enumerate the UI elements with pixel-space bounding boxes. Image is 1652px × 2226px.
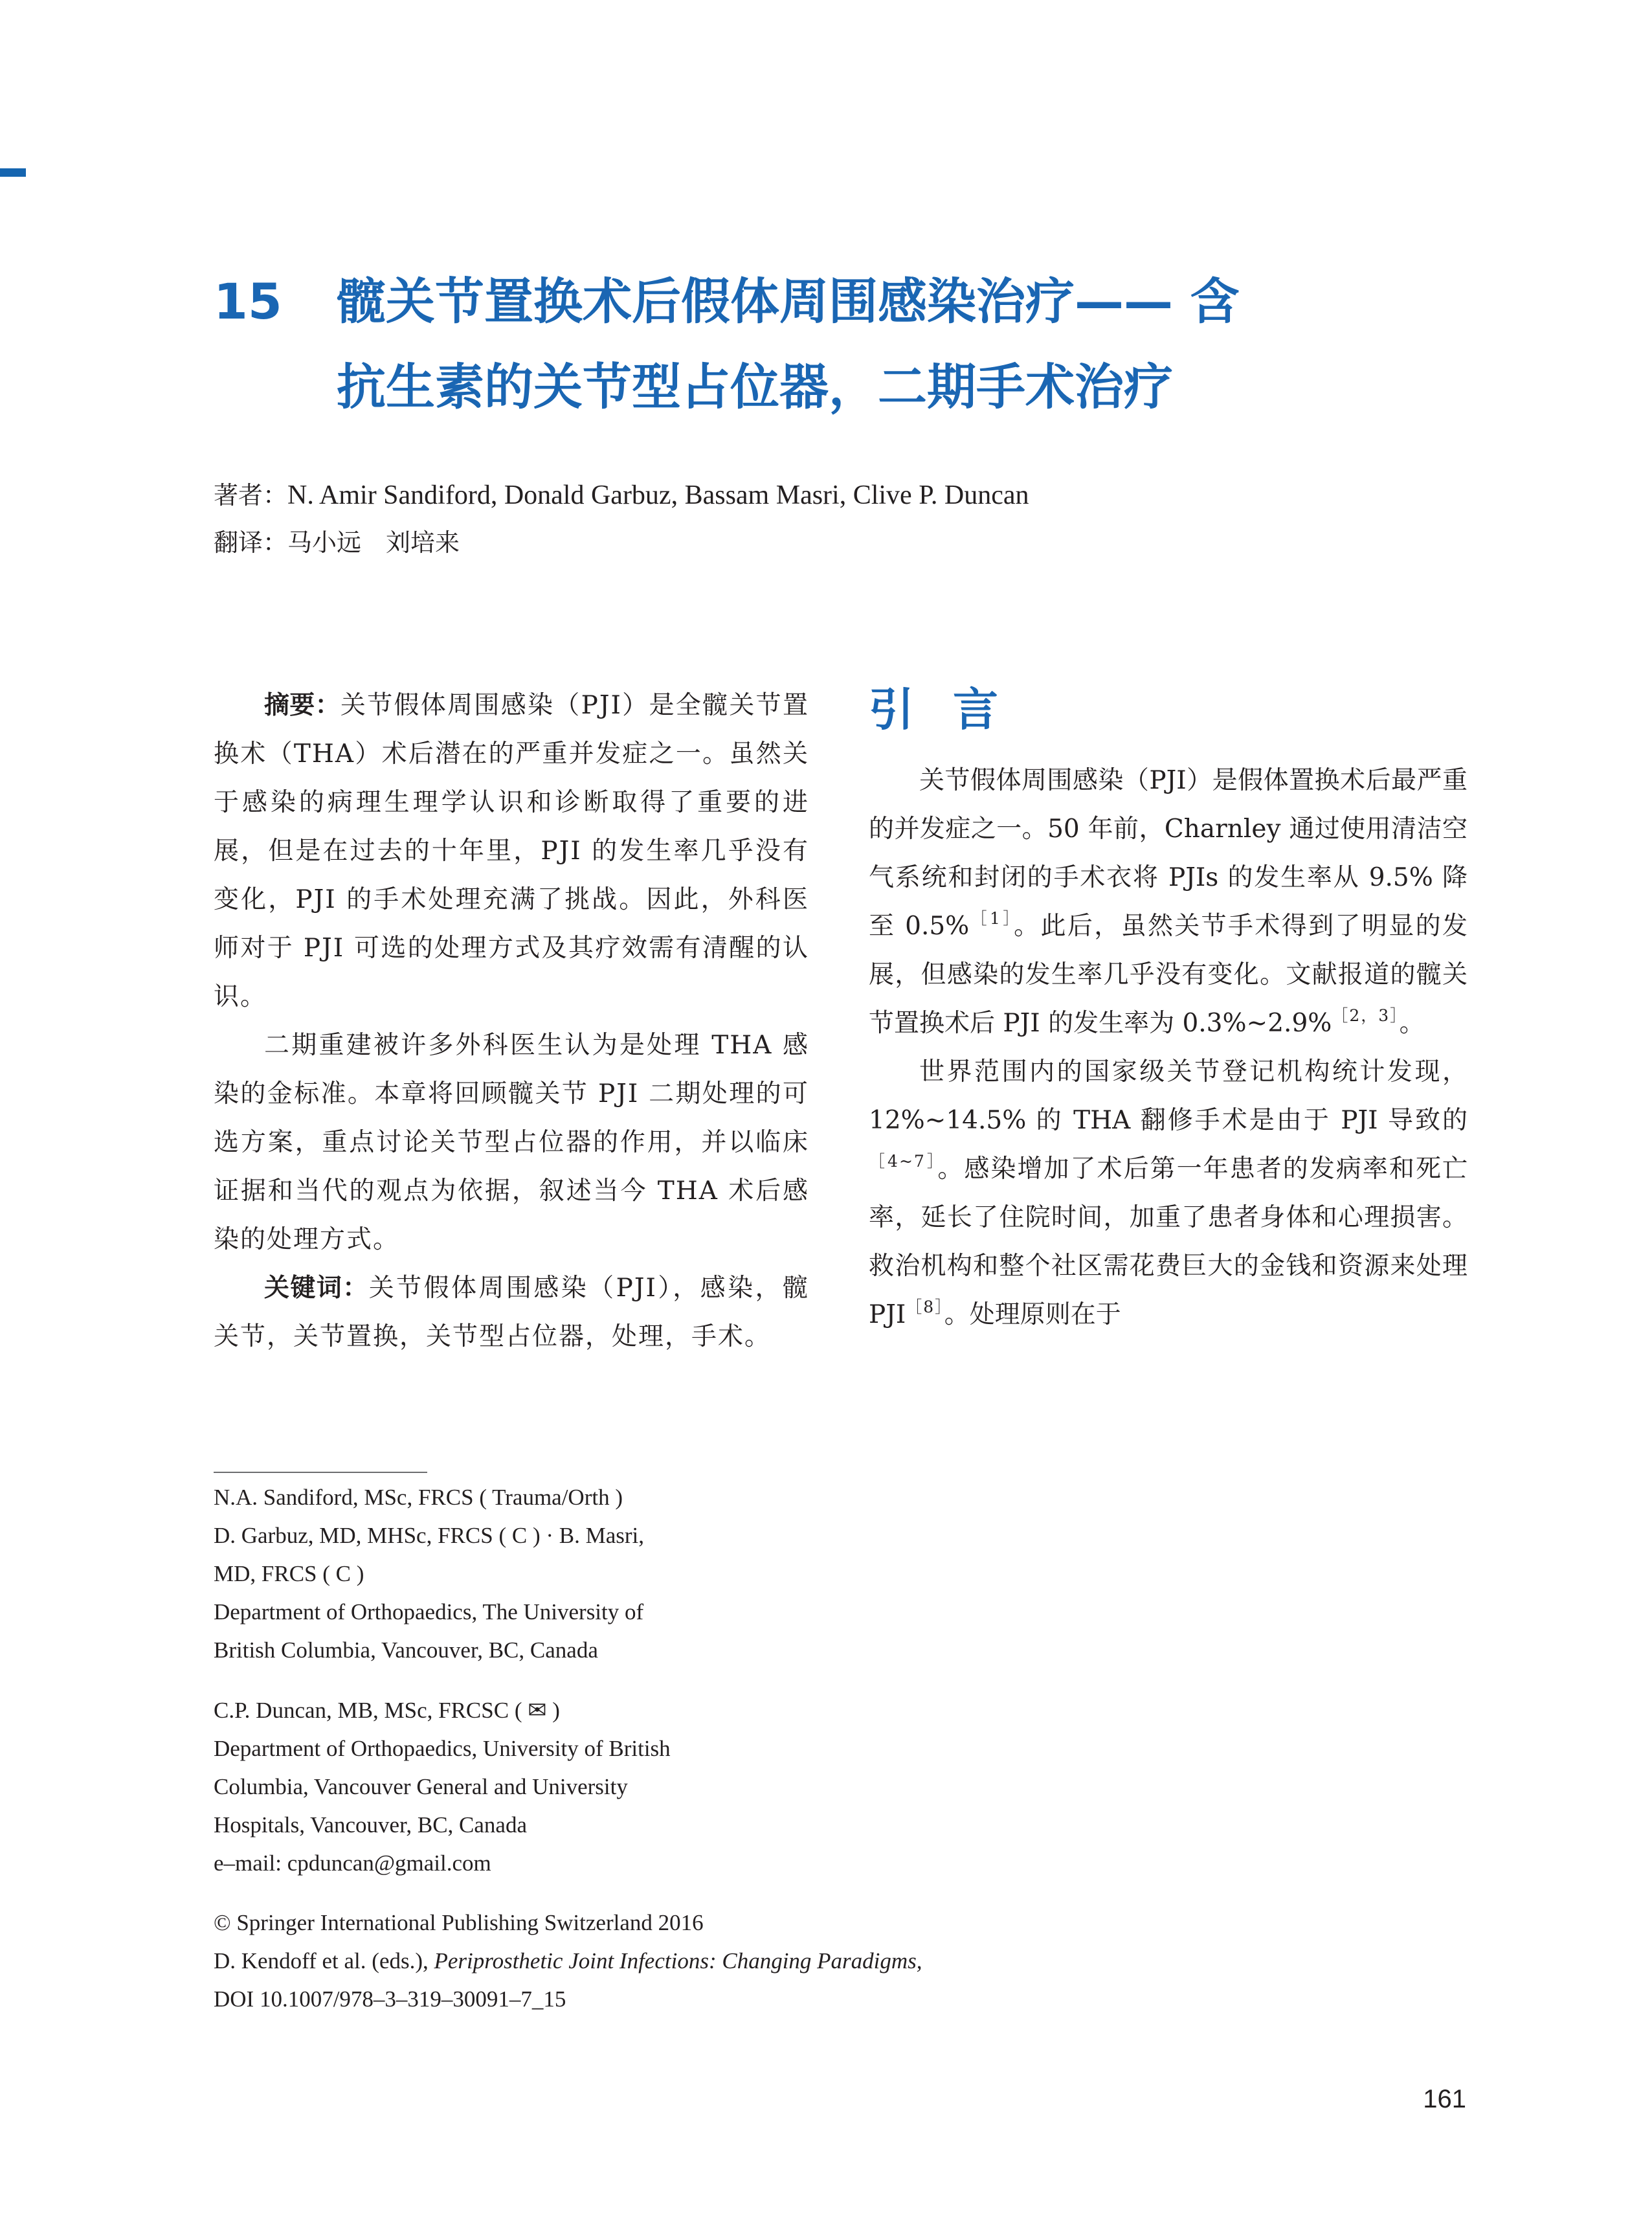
translators-label: 翻译： [214,528,288,557]
chapter-title-line-2: 抗生素的关节型占位器，二期手术治疗 [337,358,1173,416]
introduction-paragraph-1 [869,756,1468,1048]
affiliation-line: MD, FRCS ( C ) [214,1561,364,1586]
abstract-paragraph-2: 二期重建被许多外科医生认为是处理 THA 感染的金标准。本章将回顾髋关节 PJI 二期处理的可选方案，重点讨论关节型占位器的作用，并以临床证据和当代的观点为依据，叙述当今 THA 术后感染的处理方式。 [214,1031,809,1254]
footnote-divider [214,1472,427,1473]
contact-email: e–mail: cpduncan@gmail.com [214,1850,491,1876]
abstract-column [214,681,809,1361]
intro-p1-text-b: 。此后，虽然关节手术得到了明显的发展，但感染的发生率几乎没有变化。文献报道的髋关节置换术后 PJI 的发生率为 0.3%~2.9% [869,912,1468,1038]
affiliation-line: N.A. Sandiford, MSc, FRCS ( Trauma/Orth ) [214,1485,623,1510]
copyright-line: © Springer International Publishing Switzerland 2016 [214,1910,704,1935]
keywords-text: 关节假体周围感染（PJI），感染，髋关节，关节置换，关节型占位器，处理，手术。 [214,1274,809,1351]
publication-info [214,1904,1444,2018]
affiliation-line: C.P. Duncan, MB, MSc, FRCSC ( ✉ ) [214,1698,560,1723]
book-title: Periprosthetic Joint Infections: Changing Paradigms, [434,1948,922,1973]
abstract-paragraph [214,681,809,1021]
affiliation-block-1 [214,1478,1444,1669]
abstract-text: 关节假体周围感染（PJI）是全髋关节置换术（THA）术后潜在的严重并发症之一。虽然关于感染的病理生理学认识和诊断取得了重要的进展，但是在过去的十年里，PJI 的发生率几乎没有变化，PJI 的手术处理充满了挑战。因此，外科医师对于 PJI 可选的处理方式及其疗效需有清醒的认识。 [214,691,809,1011]
intro-p2-text-a: 世界范围内的国家级关节登记机构统计发现，12%~14.5% 的 THA 翻修手术是由于 PJI 导致的 [869,1057,1468,1135]
citation-2-3: ［2，3］ [1332,1006,1400,1025]
affiliation-line: British Columbia, Vancouver, BC, Canada [214,1637,598,1663]
doi-line: DOI 10.1007/978–3–319–30091–7_15 [214,1986,566,2012]
chapter-tab-marker [0,168,26,177]
intro-p2-text-c: 。处理原则在于 [944,1300,1121,1329]
chapter-number: 15 [214,273,282,330]
introduction-column [869,681,1468,1339]
translators-names: 马小远 刘培来 [287,528,460,557]
authors-line [214,476,1444,515]
keywords-label: 关键词： [264,1274,369,1303]
authors-names: N. Amir Sandiford, Donald Garbuz, Bassam Masri, Clive P. Duncan [287,480,1029,510]
book-editors: D. Kendoff et al. (eds.), [214,1948,434,1973]
book-citation-line [214,1942,1444,1980]
intro-p1-text-c: 。 [1399,1009,1425,1038]
authors-label: 著者： [214,481,288,510]
keywords-paragraph [214,1264,809,1361]
citation-4-7: ［4~7］ [869,1152,938,1171]
affiliation-line: Columbia, Vancouver General and University [214,1774,628,1799]
introduction-heading: 引言 [869,683,1037,736]
chapter-title-line-1: 髋关节置换术后假体周围感染治疗—— 含 [337,273,1240,330]
affiliation-line: Hospitals, Vancouver, BC, Canada [214,1812,527,1838]
citation-8: ［8］ [906,1298,944,1316]
affiliation-block-2 [214,1691,1444,1882]
citation-1: ［1］ [969,909,1014,928]
intro-p1-text-a: 关节假体周围感染（PJI）是假体置换术后最严重的并发症之一。50 年前，Charnley 通过使用清洁空气系统和封闭的手术衣将 PJIs 的发生率从 9.5% 降至 0.5% [869,766,1468,941]
affiliation-line: D. Garbuz, MD, MHSc, FRCS ( C ) · B. Masri, [214,1523,644,1548]
page-number: 161 [1423,2085,1466,2113]
affiliation-line: Department of Orthopaedics, The University of [214,1599,644,1625]
abstract-label: 摘要： [264,691,340,720]
translators-line [214,523,1444,562]
affiliation-line: Department of Orthopaedics, University of British [214,1736,671,1761]
intro-p2-text-b: 。感染增加了术后第一年患者的发病率和死亡率，延长了住院时间，加重了患者身体和心理损害。救治机构和整个社区需花费巨大的金钱和资源来处理 PJI [869,1154,1468,1329]
introduction-paragraph-2 [869,1048,1468,1339]
